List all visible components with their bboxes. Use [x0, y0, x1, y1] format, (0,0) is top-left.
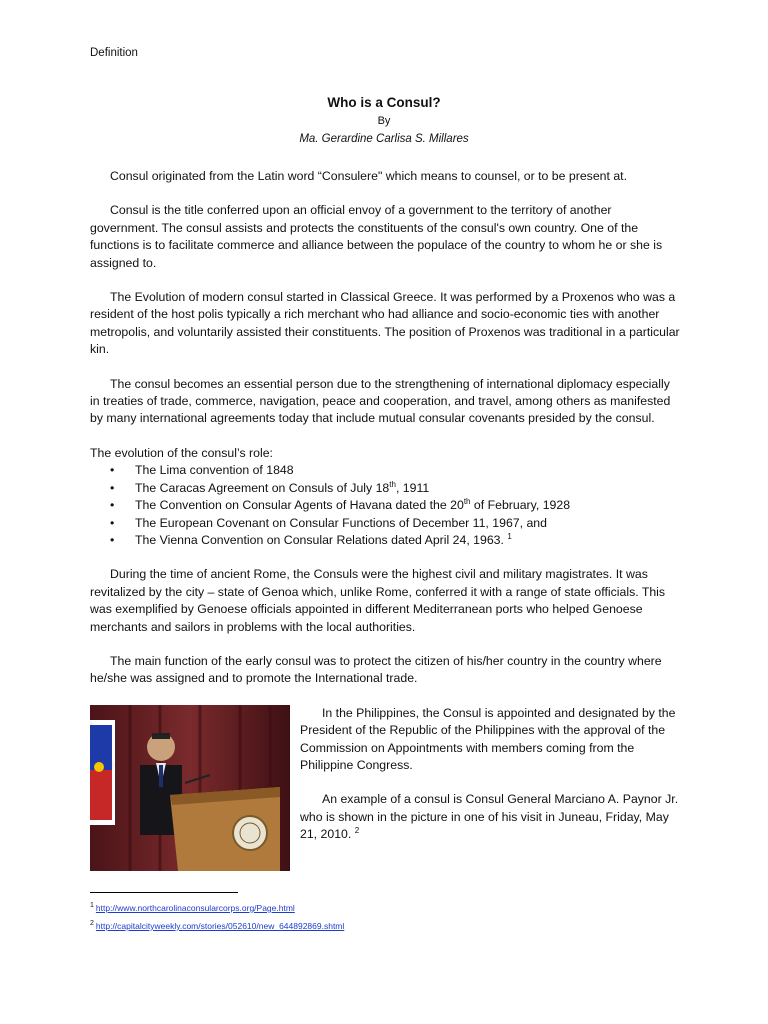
paragraph-definition: Consul is the title conferred upon an official envoy of a government to the territory of another government. The consul assists and protects the constituents of the consul's own country. One of the functions is to facilitate commerce and alliance between the populace of the country to whom he or she is assigned to.	[90, 203, 663, 270]
footnote-ref-1: 1	[507, 531, 512, 541]
paragraph-philippines: In the Philippines, the Consul is appointed and designated by the President of the Republic of the Philippines with the approval of the Commission on Appointments with members coming from the Philippine Congress.	[300, 705, 676, 772]
roles-intro: The evolution of the consul’s role:	[90, 445, 273, 460]
body-text	[90, 168, 680, 871]
list-item: • The Convention on Consular Agents of Havana dated the 20th of February, 1928	[135, 497, 680, 514]
roles-list	[90, 462, 680, 549]
footnote-2: $^2$ http://capitalcityweekly.com/stories/052610/new_644892869.shtml	[90, 919, 345, 931]
header-label: Definition	[90, 47, 138, 59]
list-item: • The Lima convention of 1848	[135, 462, 680, 479]
consul-photo	[90, 705, 290, 871]
document-title: Who is a Consul?	[327, 95, 441, 110]
footnote-1: $^1$ http://www.northcarolinaconsularcorps.org/Page.html	[90, 902, 295, 913]
paragraph-evolution: The Evolution of modern consul started in Classical Greece. It was performed by a Proxenos who was a resident of the host polis typically a rich merchant who had alliance and socio-economic ties with another metropolis, and voluntarily assisted their constituents. The position of Proxenos was traditional in a particular kin.	[90, 290, 680, 357]
photo-section	[90, 705, 680, 871]
list-item: • The Caracas Agreement on Consuls of July 18th, 1911	[135, 480, 680, 497]
paragraph-origin: Consul originated from the Latin word “Consulere" which means to counsel, or to be present at.	[110, 169, 628, 183]
footnotes	[90, 898, 344, 934]
paragraph-function: The main function of the early consul was to protect the citizen of his/her country in the country where he/she was assigned and to promote the International trade.	[90, 653, 662, 686]
footnote-1-link[interactable]: http://www.northcarolinaconsularcorps.org/Page.html	[95, 902, 295, 913]
paragraph-rome: During the time of ancient Rome, the Consuls were the highest civil and military magistrates. It was revitalized by the city – state of Genoa which, unlike Rome, conferred it with a range of state officials. This was exemplified by Genoese officials appointed in different Mediterranean ports who helped Genoese merchants and sailors in problems with the local authorities.	[90, 567, 666, 634]
byline-by: By	[377, 115, 391, 127]
photo-side-text	[300, 705, 680, 871]
footnote-ref-2: 2	[354, 826, 360, 836]
list-item: • The European Covenant on Consular Functions of December 11, 1967, and	[135, 515, 680, 532]
consul-podium-illustration	[90, 705, 290, 871]
title-block	[0, 94, 768, 148]
author-name: Ma. Gerardine Carlisa S. Millares	[299, 133, 469, 145]
paragraph-example: An example of a consul is Consul General Marciano A. Paynor Jr. who is shown in the picture in one of his visit in Juneau, Friday, May 21, 2010. $^2$	[300, 792, 679, 842]
footnote-divider	[90, 892, 238, 893]
paragraph-diplomacy: The consul becomes an essential person due to the strengthening of international diplomacy especially in treaties of trade, commerce, navigation, peace and cooperation, and travel, among others as manifested by many international agreements today that include mutual consular covenants presided by the consul.	[90, 376, 671, 426]
list-item: • The Vienna Convention on Consular Relations dated April 24, 1963. $^1$	[135, 532, 680, 549]
footnote-2-link[interactable]: http://capitalcityweekly.com/stories/052610/new_644892869.shtml	[95, 920, 345, 931]
